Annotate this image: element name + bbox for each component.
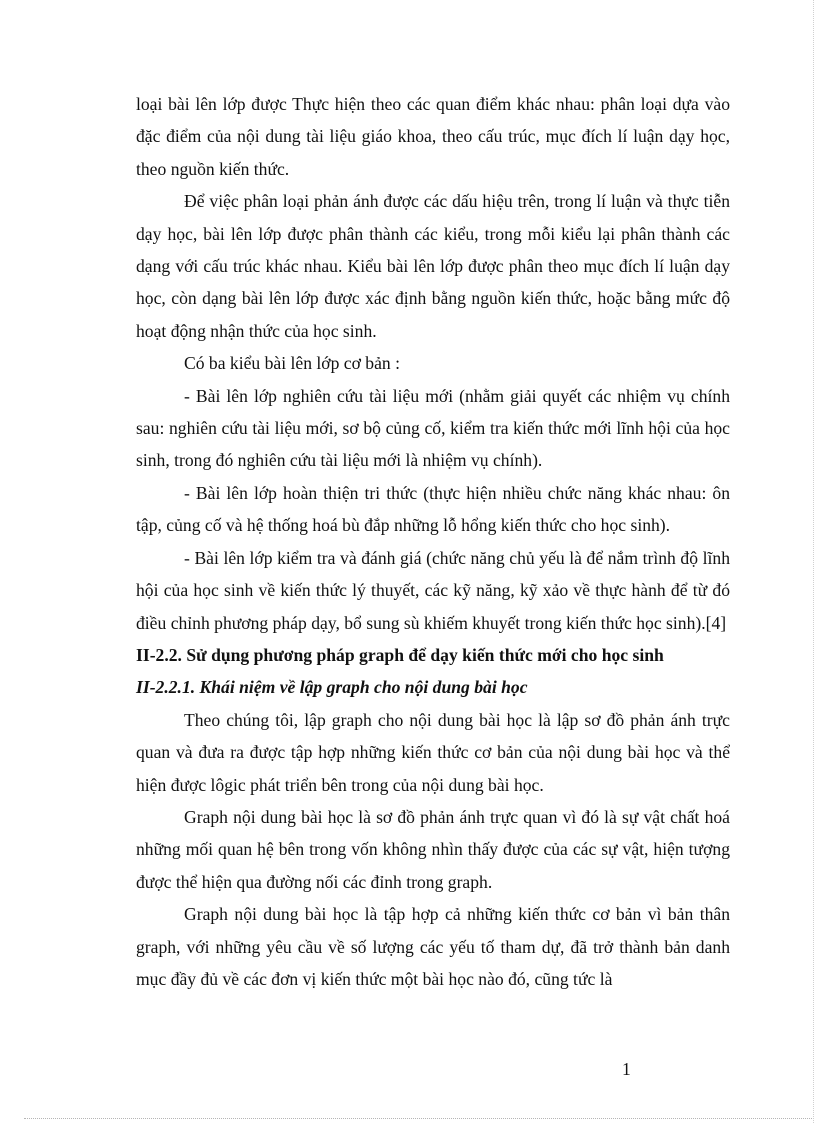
page-bottom-border [24, 1118, 814, 1119]
page-right-border [813, 0, 814, 1123]
paragraph-graph-visual: Graph nội dung bài học là sơ đồ phản ánh trực quan vì đó là sự vật chất hoá những mối quan hệ bên trong vốn không nhìn thấy được của các sự vật, hiện tượng được thể hiện qua đường nối các đỉnh trong graph. [136, 806, 730, 892]
paragraph-lesson-classification: Để việc phân loại phản ánh được các dấu hiệu trên, trong lí luận và thực tiễn dạy học, bài lên lớp được phân thành các kiểu, trong mỗi kiểu lại phân thành các dạng với cấu trúc khác nhau. Kiểu bài lên lớp được phân theo mục đích lí luận dạy học, còn dạng bài lên lớp được xác định bằng nguồn kiến thức, hoặc bằng mức độ hoạt động nhận thức của học sinh. [136, 191, 730, 341]
list-item-new-material-lesson: - Bài lên lớp nghiên cứu tài liệu mới (nhằm giải quyết các nhiệm vụ chính sau: nghiên cứu tài liệu mới, sơ bộ củng cố, kiểm tra kiến thức mới lĩnh hội của học sinh, trong đó nghiên cứu tài liệu mới là nhiệm vụ chính). [136, 385, 730, 471]
paragraph-graph-definition: Theo chúng tôi, lập graph cho nội dung bài học là lập sơ đồ phản ánh trực quan và đưa ra được tập hợp những kiến thức cơ bản của nội dung bài học và thể hiện được lôgic phát triển bên trong của nội dung bài học. [136, 709, 730, 795]
subsection-heading: II-2.2.1. Khái niệm về lập graph cho nội dung bài học [136, 677, 528, 698]
list-item-knowledge-completion-lesson: - Bài lên lớp hoàn thiện tri thức (thực hiện nhiều chức năng khác nhau: ôn tập, củng cố và hệ thống hoá bù đắp những lỗ hổng kiến thức cho học sinh). [136, 482, 730, 536]
page-body [136, 88, 730, 995]
page-number: 1 [622, 1059, 631, 1079]
paragraph-continued: loại bài lên lớp được Thực hiện theo các quan điểm khác nhau: phân loại dựa vào đặc điểm của nội dung tài liệu giáo khoa, theo cấu trúc, mục đích lí luận dạy học, theo nguồn kiến thức. [136, 94, 730, 179]
list-item-assessment-lesson: - Bài lên lớp kiểm tra và đánh giá (chức năng chủ yếu là để nắm trình độ lĩnh hội của học sinh về kiến thức lý thuyết, các kỹ năng, kỹ xảo về thực hành để từ đó điều chỉnh phương pháp dạy, bổ sung sù khiếm khuyết trong kiến thức học sinh).[4] [136, 547, 730, 633]
paragraph-graph-knowledge-set: Graph nội dung bài học là tập hợp cả những kiến thức cơ bản vì bản thân graph, với những yêu cầu về số lượng các yếu tố tham dự, đã trở thành bản danh mục đầy đủ về các đơn vị kiến thức một bài học nào đó, cũng tức là [136, 904, 730, 989]
paragraph-three-types-intro: Có ba kiểu bài lên lớp cơ bản : [184, 353, 400, 374]
section-heading: II-2.2. Sử dụng phương pháp graph để dạy kiến thức mới cho học sinh [136, 644, 664, 665]
